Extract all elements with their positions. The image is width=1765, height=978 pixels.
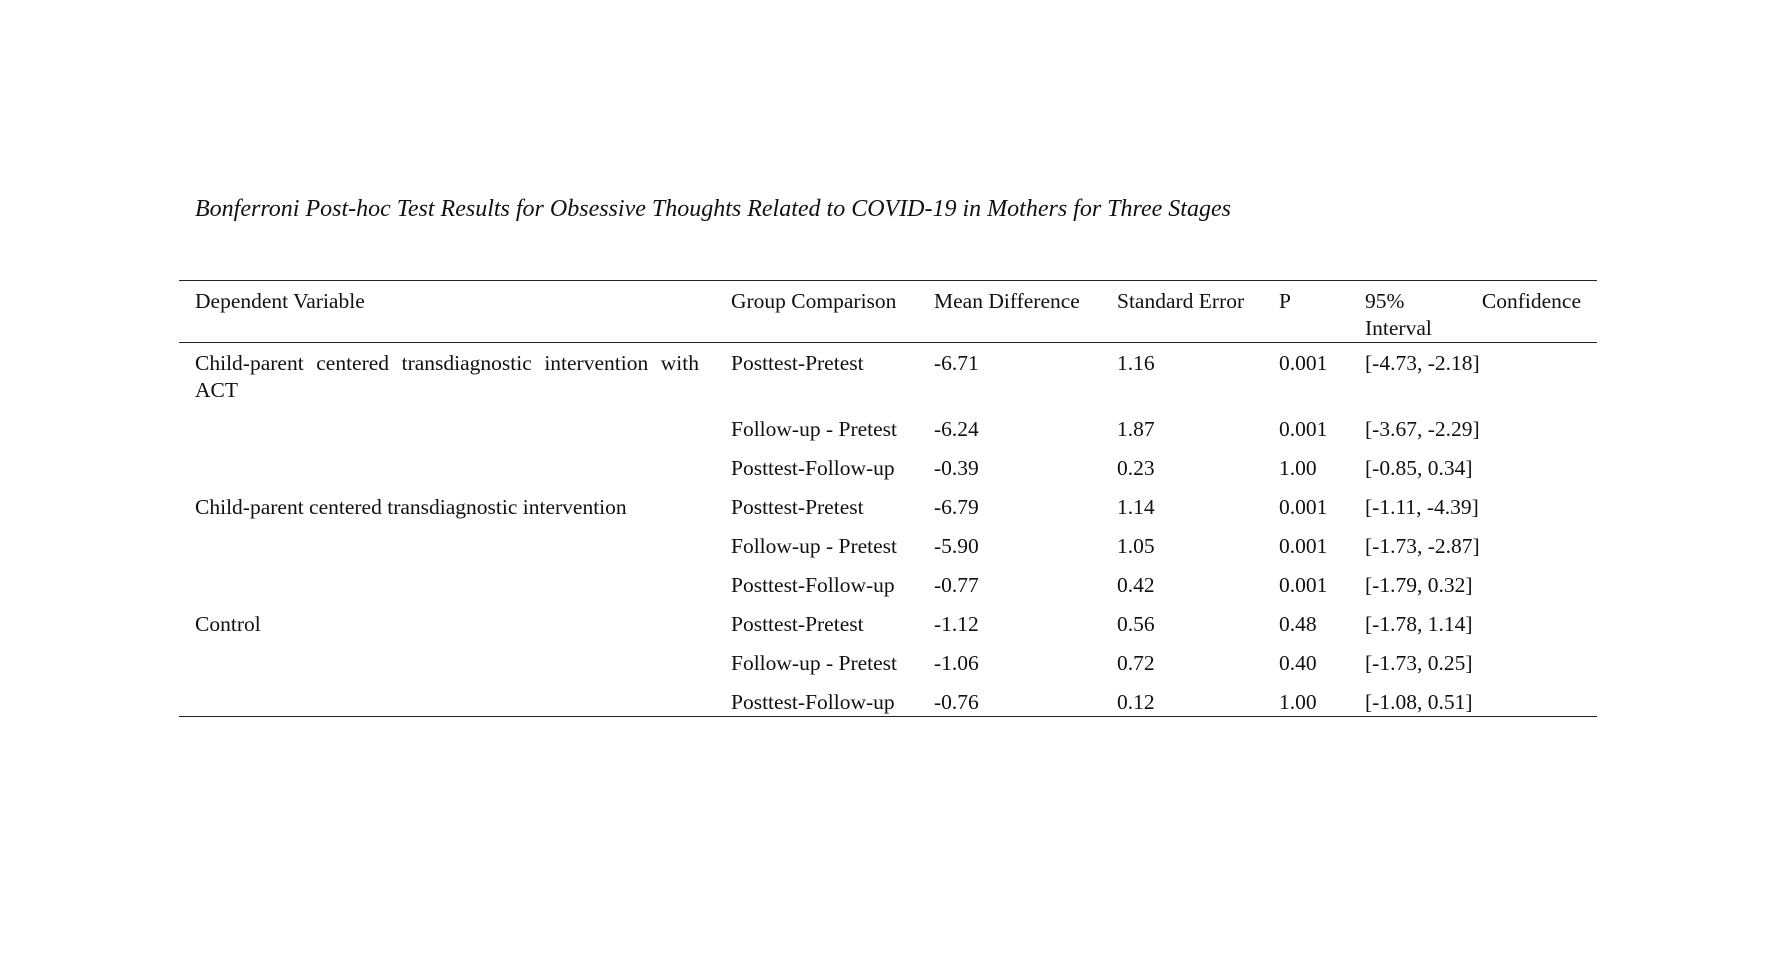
cell-mean-difference: -0.39 [934,456,979,480]
cell-p: 0.001 [1279,534,1328,558]
cell-standard-error: 0.23 [1117,456,1155,480]
cell-standard-error: 0.12 [1117,690,1155,714]
cell-p: 0.001 [1279,495,1328,519]
table-row [179,683,1597,717]
cell-group-comparison: Posttest-Follow-up [731,456,895,480]
cell-mean-difference: -0.77 [934,573,979,597]
cell-dependent-variable [179,683,715,717]
cell-group-comparison: Follow-up - Pretest [731,651,898,675]
header-mean-difference: Mean Difference [934,289,1080,313]
cell-dependent-variable: Control [195,612,261,636]
table-row [179,410,1597,449]
cell-p: 1.00 [1279,690,1317,714]
cell-mean-difference: -5.90 [934,534,979,558]
header-group-comparison: Group Comparison [731,289,897,313]
table-row [179,488,1597,527]
cell-confidence-interval: [-1.79, 0.32] [1365,573,1473,597]
cell-confidence-interval: [-1.73, 0.25] [1365,651,1473,675]
cell-mean-difference: -6.24 [934,417,979,441]
cell-p: 0.40 [1279,651,1317,675]
cell-group-comparison: Follow-up - Pretest [731,534,898,558]
cell-dependent-variable [179,644,715,683]
cell-standard-error: 0.56 [1117,612,1155,636]
table-row [179,566,1597,605]
cell-standard-error: 1.14 [1117,495,1155,519]
cell-mean-difference: -1.06 [934,651,979,675]
cell-group-comparison: Follow-up - Pretest [731,417,898,441]
header-p: P [1279,289,1291,313]
cell-standard-error: 1.87 [1117,417,1155,441]
cell-dependent-variable [179,449,715,488]
cell-standard-error: 0.72 [1117,651,1155,675]
cell-mean-difference: -1.12 [934,612,979,636]
cell-confidence-interval: [-4.73, -2.18] [1365,351,1480,375]
results-table [179,280,1597,717]
cell-dependent-variable: Child-parent centered transdiagnostic intervention with ACT [195,351,699,402]
cell-group-comparison: Posttest-Pretest [731,495,864,519]
table-body [179,343,1597,717]
cell-group-comparison: Posttest-Follow-up [731,690,895,714]
table-row [179,343,1597,411]
cell-dependent-variable [179,527,715,566]
table-header-row [179,281,1597,343]
cell-dependent-variable: Child-parent centered transdiagnostic intervention [195,495,627,519]
cell-confidence-interval: [-1.78, 1.14] [1365,612,1473,636]
table-caption: Bonferroni Post-hoc Test Results for Obsessive Thoughts Related to COVID-19 in Mothers for Three Stages [195,196,1231,222]
table-row [179,644,1597,683]
cell-p: 0.001 [1279,351,1328,375]
cell-standard-error: 1.16 [1117,351,1155,375]
cell-group-comparison: Posttest-Follow-up [731,573,895,597]
header-standard-error: Standard Error [1117,289,1245,313]
cell-confidence-interval: [-1.08, 0.51] [1365,690,1473,714]
cell-p: 1.00 [1279,456,1317,480]
cell-p: 0.48 [1279,612,1317,636]
cell-mean-difference: -6.71 [934,351,979,375]
table-row [179,449,1597,488]
cell-group-comparison: Posttest-Pretest [731,351,864,375]
header-dependent-variable: Dependent Variable [195,289,365,313]
cell-mean-difference: -0.76 [934,690,979,714]
results-table-container [179,280,1597,717]
header-confidence-interval: 95% Confidence Interval [1365,289,1581,340]
cell-p: 0.001 [1279,417,1328,441]
cell-confidence-interval: [-1.11, -4.39] [1365,495,1479,519]
cell-confidence-interval: [-0.85, 0.34] [1365,456,1473,480]
cell-p: 0.001 [1279,573,1328,597]
cell-confidence-interval: [-3.67, -2.29] [1365,417,1480,441]
table-row [179,605,1597,644]
cell-mean-difference: -6.79 [934,495,979,519]
table-row [179,527,1597,566]
cell-dependent-variable [179,566,715,605]
cell-group-comparison: Posttest-Pretest [731,612,864,636]
cell-standard-error: 0.42 [1117,573,1155,597]
cell-dependent-variable [179,410,715,449]
cell-confidence-interval: [-1.73, -2.87] [1365,534,1480,558]
cell-standard-error: 1.05 [1117,534,1155,558]
